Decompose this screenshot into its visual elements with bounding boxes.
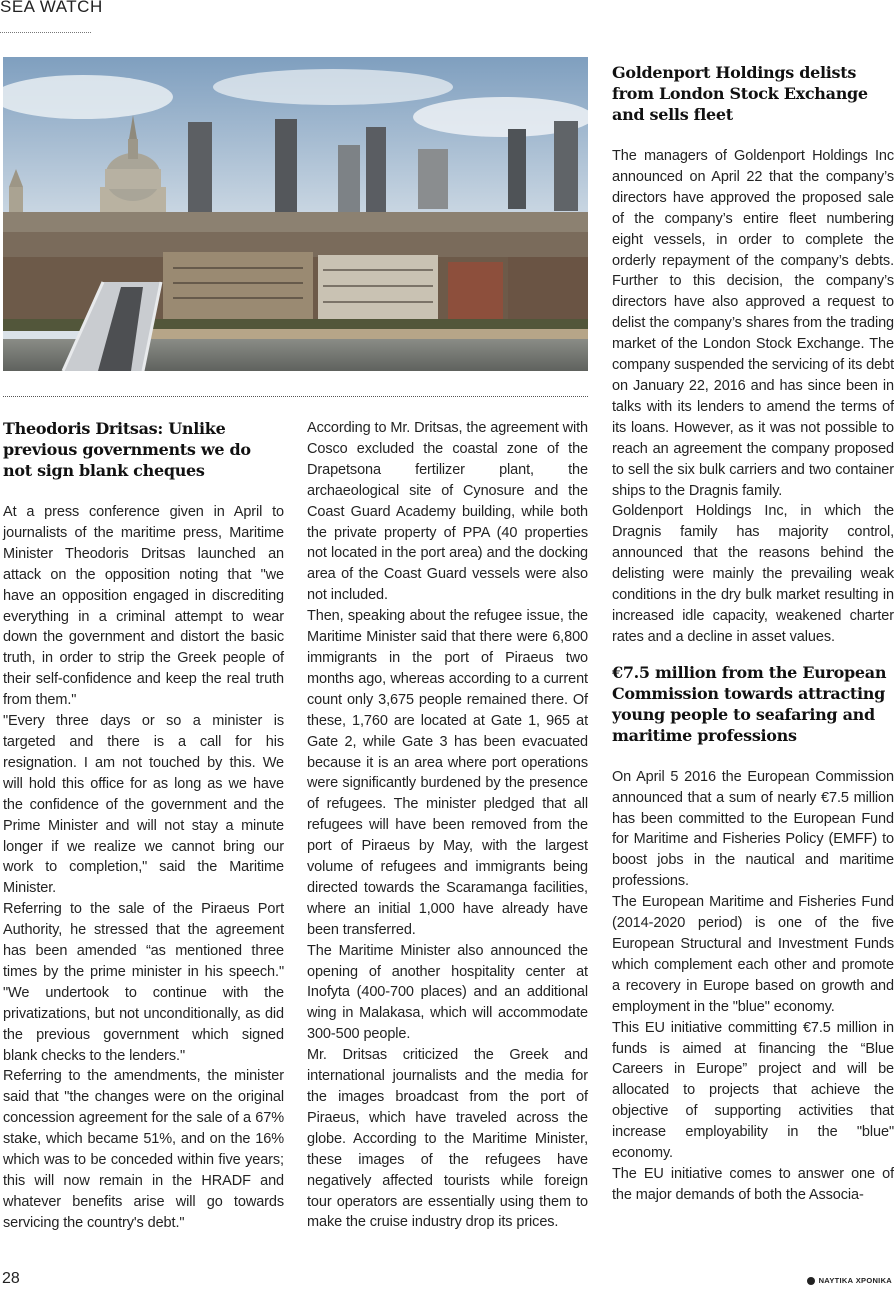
column-2 bbox=[307, 418, 588, 1233]
dritsas-paragraph-1: At a press conference given in April to journalists of the maritime press, Maritime Minister Theodoris Dritsas launched an attack on the opposition noting that "we have an opposition engaged in discrediting everything in a criminal attempt to wear down the government and distort the basic truth, in order to strip the Greek people of their self-confidence and keep the real truth from them." bbox=[3, 504, 284, 709]
emff-paragraph-4: The EU initiative comes to answer one of the major demands of both the Associa- bbox=[612, 1165, 894, 1203]
dritsas-paragraph-2: "Every three days or so a minister is targeted and there is a call for his resignation. I am not touched by this. We will hold this office for as long as we have the confidence of the government and the Prime Minister and will not stay a minute longer if we realize we cannot bring our work to completion," said the Maritime Minister. bbox=[3, 713, 284, 897]
dritsas-paragraph-7: The Maritime Minister also announced the opening of another hospitality center at Inofyta (400-700 places) and an additional wing in Malakasa, which will accommodate 300-500 people. bbox=[307, 942, 588, 1043]
goldenport-paragraph-2: Goldenport Holdings Inc, in which the Dragnis family has majority control, announced that the reasons behind the delisting were mainly the prevailing weak conditions in the dry bulk market resulting in increased idle capacity, weakened charter rates and a decline in asset values. bbox=[612, 503, 894, 645]
publication-name bbox=[807, 1276, 892, 1285]
dritsas-paragraph-6: Then, speaking about the refugee issue, the Maritime Minister said that there were 6,800 immigrants in the port of Piraeus two months ago, whereas according to a current count only 3,675 people remained there. Of these, 1,760 are located at Gate 1, 965 at Gate 2, while Gate 3 has been evacuated because it is an area where port operations were significantly burdened by the presence of refugees. The minister pledged that all refugees will have been removed from the port of Piraeus by May, with the largest volume of refugees and immigrants being directed towards the Scaramanga facilities, where an initial 1,000 have already have been transferred. bbox=[307, 608, 588, 938]
emff-paragraph-1: On April 5 2016 the European Commission announced that a sum of nearly €7.5 million has been committed to the European Fund for Maritime and Fisheries Policy (EMFF) to boost jobs in the nautical and maritime professions. bbox=[612, 768, 894, 890]
dritsas-paragraph-3: Referring to the sale of the Piraeus Port Authority, he stressed that the agreement has been amended “as mentioned three times by the prime minister in his speech." "We undertook to continue with the privatizations, but not unconditionally, as did the previous government which signed blank checks to the lenders." bbox=[3, 901, 284, 1064]
photo-divider bbox=[3, 396, 588, 397]
dritsas-paragraph-4: Referring to the amendments, the minister said that "the changes were on the original concession agreement for the sale of a 67% stake, which became 51%, and on the 16% which was to be conceded within five years; this will now remain in the HRADF and whatever benefits arise will go towards servicing the country's debt." bbox=[3, 1068, 284, 1231]
dritsas-paragraph-5: According to Mr. Dritsas, the agreement with Cosco excluded the coastal zone of the Drapetsona fertilizer plant, the archaeological site of Cynosure and the Coast Guard Academy building, while both the private property of PPA (40 properties not located in the port area) and the docking area of the Coast Guard vessels were also not included. bbox=[307, 420, 588, 604]
page-number: 28 bbox=[2, 1270, 20, 1287]
emff-paragraph-3: This EU initiative committing €7.5 million in funds is aimed at financing the “Blue Careers in Europe” project and will be allocated to projects that achieve the objective of supporting activities that increase employability in the "blue" economy. bbox=[612, 1019, 894, 1162]
section-label-rule bbox=[0, 32, 91, 33]
dritsas-paragraph-8: Mr. Dritsas criticized the Greek and international journalists and the media for the images broadcast from the port of Piraeus, which have traveled across the globe. According to the Maritime Minister, these images of the refugees have negatively affected tourists while foreign tour operators are essentially using them to make the cruise industry drop its prices. bbox=[307, 1047, 588, 1231]
emff-paragraph-2: The European Maritime and Fisheries Fund (2014-2020 period) is one of the five European Structural and Investment Funds which complement each other and promote a recovery in Europe based on growth and employment in the "blue" economy. bbox=[612, 894, 894, 1015]
goldenport-headline: Goldenport Holdings delists from London Stock Exchange and sells fleet bbox=[612, 63, 868, 124]
publication-name-text: ΝΑΥΤΙΚΑ ΧΡΟΝΙΚΑ bbox=[818, 1276, 892, 1285]
emff-headline: €7.5 million from the European Commission towards attracting young people to seafaring and maritime professions bbox=[612, 662, 887, 745]
london-skyline-photo bbox=[3, 57, 588, 371]
column-1 bbox=[3, 418, 284, 1234]
goldenport-paragraph-1: The managers of Goldenport Holdings Inc announced on April 22 that the company’s directors have approved the proposed sale of the company’s entire fleet numbering eight vessels, in order to complete the orderly repayment of the company’s debts. Further to this decision, the company’s directors have also approved a request to delist the company’s shares from the trading market of the London Stock Exchange. The company suspended the servicing of its debt on January 22, 2016 and has since been in talks with its lenders to amend the terms of its loans. However, as it was not possible to reach an agreement the company proposed to sell the six bulk carriers and two container ships to the Dragnis family. bbox=[612, 148, 894, 499]
section-label: SEA WATCH bbox=[0, 0, 103, 16]
dritsas-headline: Theodoris Dritsas: Unlike previous governments we do not sign blank cheques bbox=[3, 419, 251, 480]
column-3 bbox=[612, 62, 894, 1206]
publication-logo-icon bbox=[807, 1277, 815, 1285]
